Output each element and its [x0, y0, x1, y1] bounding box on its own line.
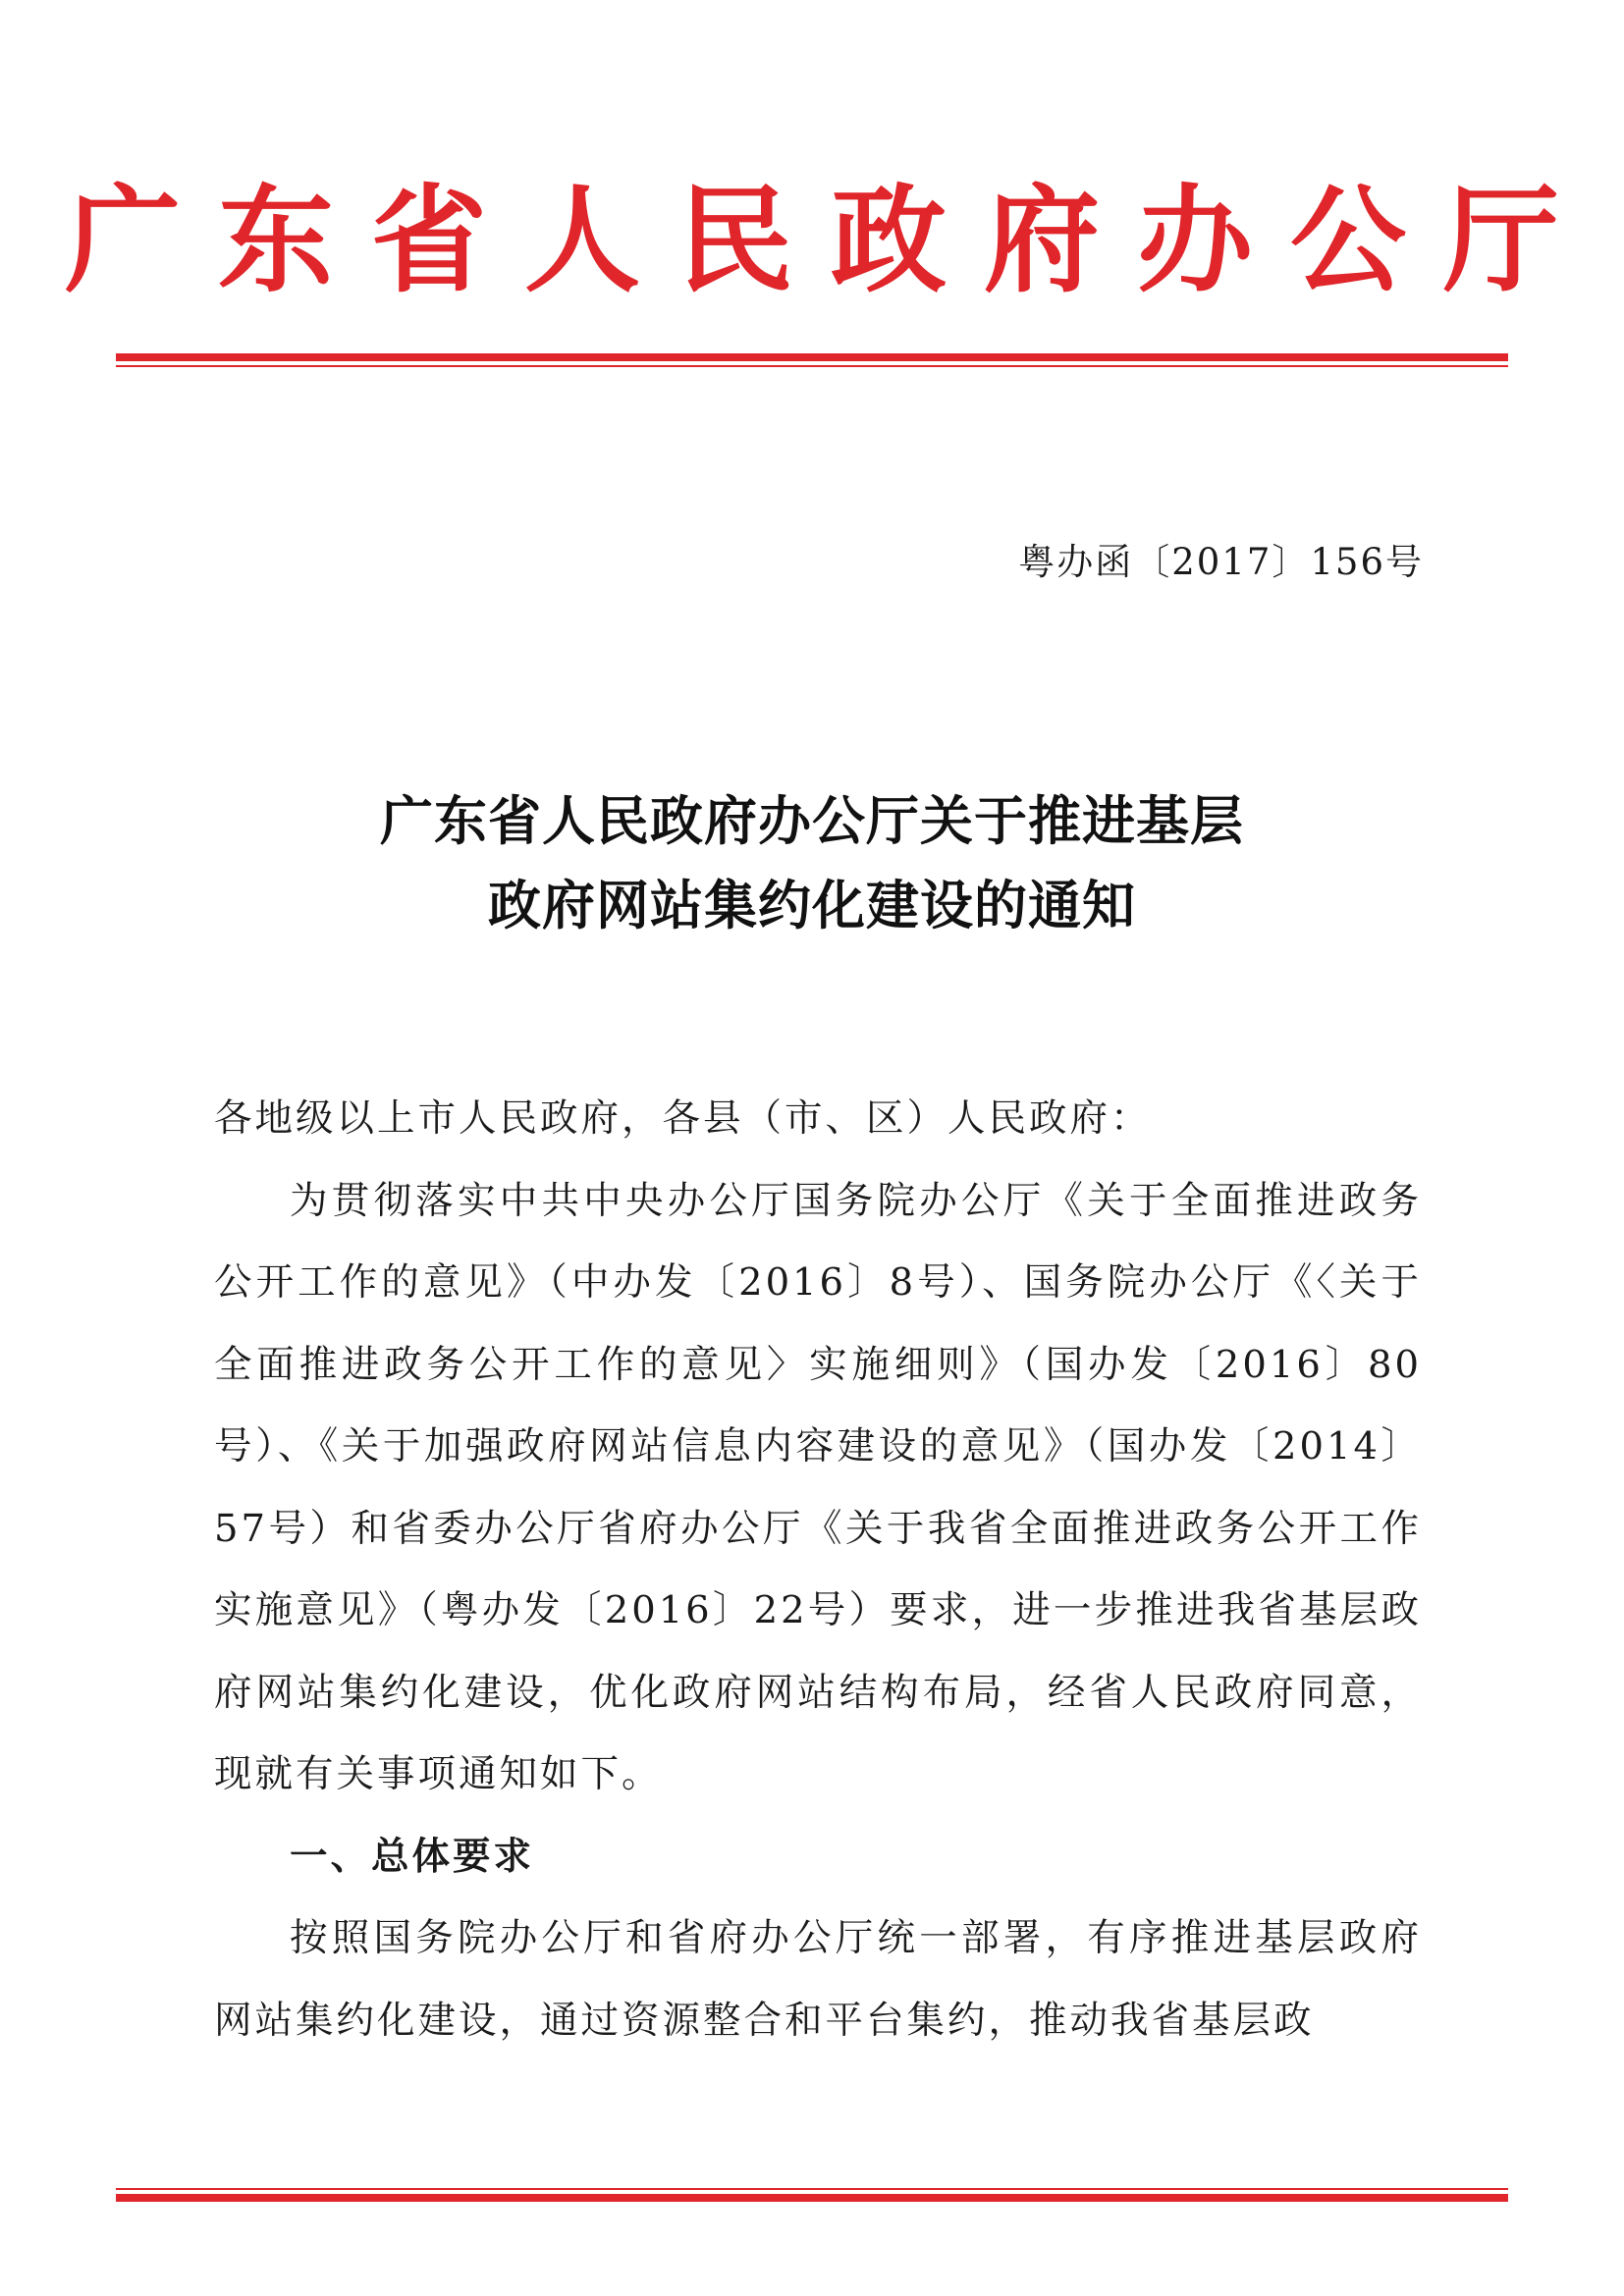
document-title-line-1: 广东省人民政府办公厅关于推进基层: [380, 789, 1244, 852]
footer-red-rule-thin: [116, 2188, 1508, 2190]
document-title: [0, 778, 1624, 947]
footer-red-rule-thick: [116, 2194, 1508, 2202]
document-number: 粤办函〔2017〕156号: [1018, 541, 1424, 583]
footer-red-rule: [116, 2188, 1508, 2202]
header-red-rule-thin: [116, 365, 1508, 367]
section-heading-1: 一、总体要求: [290, 1834, 535, 1879]
salutation: 各地级以上市人民政府，各县（市、区）人民政府：: [214, 1096, 1152, 1141]
issuing-authority-title: 广东省人民政府办公厅: [64, 173, 1597, 308]
document-title-line-2: 政府网站集约化建设的通知: [488, 874, 1136, 936]
header-red-rule-thick: [116, 353, 1508, 361]
header-red-rule: [116, 353, 1508, 367]
body-paragraph-2: 按照国务院办公厅和省府办公厅统一部署，有序推进基层政府网站集约化建设，通过资源整合和平台集约，推动我省基层政: [214, 1916, 1422, 2043]
body-paragraph-1: 为贯彻落实中共中央办公厅国务院办公厅《关于全面推进政务公开工作的意见》（中办发〔2016〕8号）、国务院办公厅《〈关于全面推进政务公开工作的意见〉实施细则》（国办发〔2016〕80号）、《关于加强政府网站信息内容建设的意见》（国办发〔2014〕57号）和省委办公厅省府办公厅《关于我省全面推进政务公开工作实施意见》（粤办发〔2016〕22号）要求，进一步推进我省基层政府网站集约化建设，优化政府网站结构布局，经省人民政府同意，现就有关事项通知如下。: [214, 1178, 1422, 1796]
document-body: [214, 1078, 1422, 2061]
